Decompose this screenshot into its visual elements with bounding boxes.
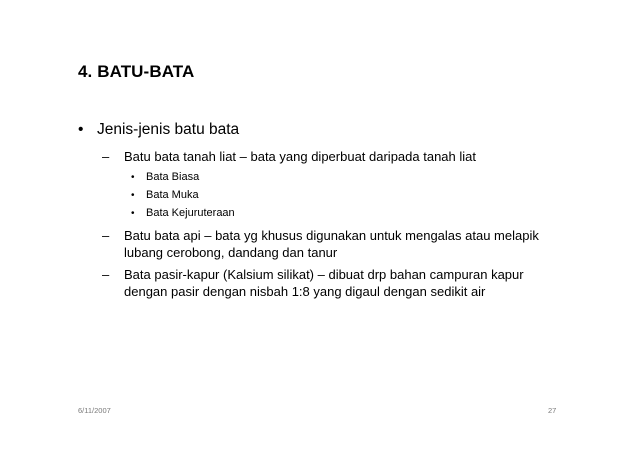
slide-title: 4. BATU-BATA bbox=[78, 62, 195, 81]
dash-icon: – bbox=[102, 149, 110, 164]
sub-item-text: Batu bata tanah liat – bata yang diperbuat daripada tanah liat bbox=[124, 149, 476, 164]
sub-sub-item-text: Bata Biasa bbox=[146, 171, 200, 183]
sub-sub-item bbox=[131, 170, 578, 185]
slide-content bbox=[78, 120, 578, 305]
bullet-level1 bbox=[78, 120, 578, 140]
bullet-icon: • bbox=[78, 121, 84, 138]
bullet-level1-text: Jenis-jenis batu bata bbox=[97, 121, 240, 138]
sub-list bbox=[102, 148, 578, 300]
footer-page-number: 27 bbox=[548, 406, 557, 415]
bullet-icon: • bbox=[131, 208, 135, 219]
sub-sub-item bbox=[131, 206, 578, 221]
sub-item-text: Bata pasir-kapur (Kalsium silikat) – dibuat drp bahan campuran kapur dengan pasir dengan nisbah 1:8 yang digaul dengan sedikit air bbox=[124, 267, 524, 299]
sub-item-clay-brick bbox=[102, 148, 578, 165]
sub-sub-item bbox=[131, 188, 578, 203]
dash-icon: – bbox=[102, 267, 110, 282]
footer-date: 6/11/2007 bbox=[78, 406, 111, 415]
sub-sub-item-text: Bata Muka bbox=[146, 189, 199, 201]
sub-item-text: Batu bata api – bata yg khusus digunakan untuk mengalas atau melapik lubang cerobong, dandang dan tanur bbox=[124, 228, 539, 260]
sub-item-sand-lime-brick bbox=[102, 266, 578, 300]
bullet-icon: • bbox=[131, 172, 135, 183]
sub-sub-item-text: Bata Kejuruteraan bbox=[146, 207, 235, 219]
sub-item-fire-brick bbox=[102, 227, 578, 261]
dash-icon: – bbox=[102, 228, 110, 243]
bullet-icon: • bbox=[131, 190, 135, 201]
